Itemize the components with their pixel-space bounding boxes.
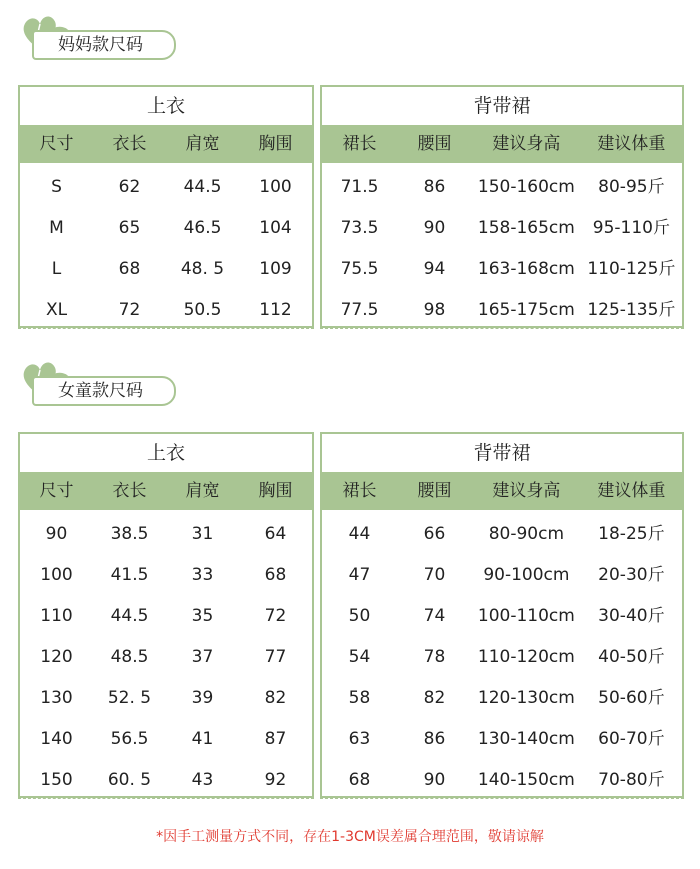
table-cell: 60. 5 bbox=[107, 770, 152, 790]
dashed-divider bbox=[18, 328, 314, 329]
table-cell: 31 bbox=[191, 524, 214, 544]
table-cell: 72 bbox=[118, 300, 141, 320]
table-cell: 112 bbox=[259, 300, 292, 320]
table-cell: 68 bbox=[118, 259, 141, 279]
table-cell: 77.5 bbox=[340, 300, 379, 320]
table-row bbox=[322, 208, 682, 249]
table-row bbox=[20, 208, 312, 249]
table-row bbox=[20, 514, 312, 555]
table-cell: 90 bbox=[423, 218, 446, 238]
table-cell: 80-90cm bbox=[488, 524, 565, 544]
table-cell: 90-100cm bbox=[483, 565, 570, 585]
table-cell: 90 bbox=[45, 524, 68, 544]
table-cell: 71.5 bbox=[340, 177, 379, 197]
dashed-divider bbox=[320, 328, 684, 329]
table-cell: 104 bbox=[259, 218, 292, 238]
column-header: 裙长 bbox=[342, 134, 377, 154]
table-cell: 47 bbox=[348, 565, 371, 585]
table-cell: 120-130cm bbox=[477, 688, 575, 708]
dashed-divider bbox=[18, 798, 314, 799]
table-cell: 50.5 bbox=[183, 300, 222, 320]
column-header: 衣长 bbox=[112, 134, 147, 154]
table-header-row bbox=[322, 472, 682, 510]
table-cell: 20-30斤 bbox=[598, 565, 665, 585]
table-cell: 73.5 bbox=[340, 218, 379, 238]
table-row bbox=[20, 167, 312, 208]
table-header-row bbox=[20, 125, 312, 163]
table-cell: L bbox=[51, 259, 62, 279]
table-header-row bbox=[20, 472, 312, 510]
table-cell: 87 bbox=[264, 729, 287, 749]
table-row bbox=[20, 719, 312, 760]
section-label: 妈妈款尺码 bbox=[32, 30, 176, 60]
column-header: 腰围 bbox=[417, 481, 452, 501]
table-row bbox=[20, 555, 312, 596]
table-cell: 43 bbox=[191, 770, 214, 790]
table-cell: 110-125斤 bbox=[587, 259, 676, 279]
table-cell: 100 bbox=[259, 177, 292, 197]
table-cell: 62 bbox=[118, 177, 141, 197]
column-header: 建议体重 bbox=[597, 481, 666, 501]
table-header-row bbox=[322, 125, 682, 163]
table-cell: XL bbox=[45, 300, 68, 320]
table-row bbox=[322, 249, 682, 290]
table-row bbox=[322, 290, 682, 331]
table-cell: 35 bbox=[191, 606, 214, 626]
table-cell: 64 bbox=[264, 524, 287, 544]
table-cell: 120 bbox=[40, 647, 73, 667]
table-title: 背带裙 bbox=[473, 442, 531, 464]
table-cell: 50 bbox=[348, 606, 371, 626]
column-header: 尺寸 bbox=[39, 481, 74, 501]
table-cell: 77 bbox=[264, 647, 287, 667]
table-cell: 130-140cm bbox=[477, 729, 575, 749]
table-cell: S bbox=[51, 177, 62, 197]
table-cell: 41 bbox=[191, 729, 214, 749]
table-cell: 41.5 bbox=[110, 565, 149, 585]
table-cell: 54 bbox=[348, 647, 371, 667]
table-row bbox=[322, 596, 682, 637]
column-header: 衣长 bbox=[112, 481, 147, 501]
column-header: 胸围 bbox=[258, 134, 293, 154]
table-cell: 86 bbox=[423, 177, 446, 197]
table-cell: 48. 5 bbox=[180, 259, 225, 279]
table-cell: 92 bbox=[264, 770, 287, 790]
mom-top-table bbox=[18, 85, 314, 328]
table-cell: 50-60斤 bbox=[598, 688, 665, 708]
table-cell: 90 bbox=[423, 770, 446, 790]
table-row bbox=[20, 760, 312, 801]
column-header: 建议身高 bbox=[492, 481, 561, 501]
section-heading-mom bbox=[18, 10, 178, 62]
table-cell: 100-110cm bbox=[477, 606, 575, 626]
table-cell: 63 bbox=[348, 729, 371, 749]
section-heading-girl bbox=[18, 356, 178, 408]
table-cell: 52. 5 bbox=[107, 688, 152, 708]
table-cell: 48.5 bbox=[110, 647, 149, 667]
table-title: 上衣 bbox=[146, 95, 185, 117]
table-cell: 74 bbox=[423, 606, 446, 626]
measurement-footnote: *因手工测量方式不同，存在1-3CM误差属合理范围，敬请谅解 bbox=[156, 829, 544, 845]
table-cell: 68 bbox=[264, 565, 287, 585]
table-cell: 78 bbox=[423, 647, 446, 667]
table-cell: 82 bbox=[423, 688, 446, 708]
table-cell: 125-135斤 bbox=[587, 300, 676, 320]
table-cell: 165-175cm bbox=[477, 300, 575, 320]
table-cell: 150-160cm bbox=[477, 177, 575, 197]
column-header: 肩宽 bbox=[185, 481, 220, 501]
table-row bbox=[20, 290, 312, 331]
table-cell: 95-110斤 bbox=[592, 218, 670, 238]
table-cell: 68 bbox=[348, 770, 371, 790]
table-row bbox=[20, 637, 312, 678]
column-header: 腰围 bbox=[417, 134, 452, 154]
table-cell: 158-165cm bbox=[477, 218, 575, 238]
table-cell: 65 bbox=[118, 218, 141, 238]
dashed-divider bbox=[320, 798, 684, 799]
table-cell: 140 bbox=[40, 729, 73, 749]
table-cell: 72 bbox=[264, 606, 287, 626]
table-row bbox=[20, 678, 312, 719]
table-cell: 44.5 bbox=[110, 606, 149, 626]
table-cell: 98 bbox=[423, 300, 446, 320]
table-cell: 86 bbox=[423, 729, 446, 749]
girl-top-table bbox=[18, 432, 314, 798]
table-row bbox=[20, 596, 312, 637]
table-title: 背带裙 bbox=[473, 95, 531, 117]
table-title: 上衣 bbox=[146, 442, 185, 464]
section-label: 女童款尺码 bbox=[32, 376, 176, 406]
table-cell: 44 bbox=[348, 524, 371, 544]
table-cell: 56.5 bbox=[110, 729, 149, 749]
table-cell: 140-150cm bbox=[477, 770, 575, 790]
table-row bbox=[322, 678, 682, 719]
table-row bbox=[322, 167, 682, 208]
table-cell: 70-80斤 bbox=[598, 770, 665, 790]
table-row bbox=[322, 514, 682, 555]
column-header: 尺寸 bbox=[39, 134, 74, 154]
table-cell: 60-70斤 bbox=[598, 729, 665, 749]
girl-dress-table bbox=[320, 432, 684, 798]
table-cell: 66 bbox=[423, 524, 446, 544]
table-cell: 30-40斤 bbox=[598, 606, 665, 626]
table-cell: 100 bbox=[40, 565, 73, 585]
table-cell: 40-50斤 bbox=[598, 647, 665, 667]
table-cell: 109 bbox=[259, 259, 292, 279]
table-cell: 58 bbox=[348, 688, 371, 708]
table-cell: 94 bbox=[423, 259, 446, 279]
table-cell: 37 bbox=[191, 647, 214, 667]
table-cell: 70 bbox=[423, 565, 446, 585]
table-cell: 82 bbox=[264, 688, 287, 708]
table-cell: 46.5 bbox=[183, 218, 222, 238]
table-row bbox=[322, 760, 682, 801]
table-cell: 33 bbox=[191, 565, 214, 585]
table-row bbox=[322, 637, 682, 678]
table-cell: 110-120cm bbox=[477, 647, 575, 667]
mom-dress-table bbox=[320, 85, 684, 328]
column-header: 肩宽 bbox=[185, 134, 220, 154]
table-cell: 110 bbox=[40, 606, 73, 626]
table-cell: 38.5 bbox=[110, 524, 149, 544]
table-row bbox=[20, 249, 312, 290]
table-row bbox=[322, 719, 682, 760]
table-cell: 18-25斤 bbox=[598, 524, 665, 544]
table-cell: 150 bbox=[40, 770, 73, 790]
column-header: 建议体重 bbox=[597, 134, 666, 154]
table-cell: 39 bbox=[191, 688, 214, 708]
column-header: 裙长 bbox=[342, 481, 377, 501]
column-header: 建议身高 bbox=[492, 134, 561, 154]
table-cell: 80-95斤 bbox=[598, 177, 665, 197]
table-cell: 163-168cm bbox=[477, 259, 575, 279]
table-cell: 75.5 bbox=[340, 259, 379, 279]
table-cell: M bbox=[49, 218, 64, 238]
table-cell: 130 bbox=[40, 688, 73, 708]
table-cell: 44.5 bbox=[183, 177, 222, 197]
table-row bbox=[322, 555, 682, 596]
column-header: 胸围 bbox=[258, 481, 293, 501]
